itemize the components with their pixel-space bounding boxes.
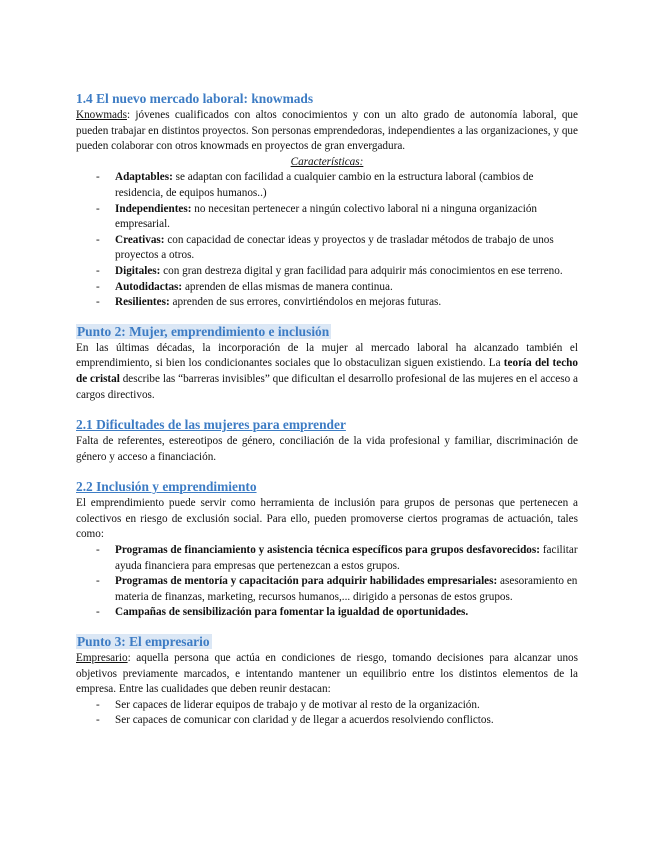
- heading-2-1: 2.1 Dificultades de las mujeres para emprender: [76, 417, 346, 433]
- definition-term: Empresario: [76, 652, 128, 665]
- heading-punto-3: Punto 3: El empresario: [77, 634, 210, 650]
- dash-bullet: -: [96, 575, 100, 588]
- list-item: - Creativas: con capacidad de conectar ideas y proyectos y de trasladar métodos de trabajo de unos proyectos a otros.: [96, 233, 554, 262]
- list-item: - Independientes: no necesitan pertenecer a ningún colectivo laboral ni a ninguna organización empresarial.: [96, 202, 538, 231]
- knowmads-definition: [76, 108, 578, 155]
- section-2-1-paragraph: Falta de referentes, estereotipos de género, conciliación de la vida profesional y familiar, discriminación de género y acceso a financiación.: [76, 435, 578, 463]
- characteristics-list: [76, 170, 578, 310]
- section-2-2-paragraph: El emprendimiento puede servir como herramienta de inclusión para grupos de personas que pertenecen a colectivos en riesgo de exclusión social. Para ello, pueden promoverse ciertos programas de actuación, tales como:: [76, 497, 578, 541]
- list-item: - Campañas de sensibilización para fomentar la igualdad de oportunidades.: [76, 605, 578, 621]
- list-item: - Ser capaces de liderar equipos de trabajo y de motivar al resto de la organización.: [76, 698, 578, 714]
- programs-list: [76, 543, 578, 621]
- definition-text: : jóvenes cualificados con altos conocimientos y con un alto grado de autonomía laboral, que pueden trabajar en distintos proyectos. Son personas emprendedoras, independientes a las organizaciones, y que pueden colaborar con otros knowmads en proyectos de gran envergadura.: [76, 109, 578, 153]
- dash-bullet: -: [96, 606, 100, 619]
- dash-bullet: -: [96, 698, 100, 711]
- dash-bullet: -: [96, 280, 100, 293]
- dash-bullet: -: [96, 233, 100, 246]
- list-item: - Programas de mentoría y capacitación para adquirir habilidades empresariales: asesoramiento en materia de finanzas, marketing, recursos humanos,... dirigido a personas de estos grupos.: [96, 575, 578, 603]
- list-item: - Adaptables: se adaptan con facilidad a cualquier cambio en la estructura laboral (cambios de residencia, de equipos humanos..): [96, 171, 534, 199]
- list-item: - Autodidactas: aprenden de ellas mismas de manera continua.: [76, 280, 578, 296]
- dash-bullet: -: [96, 264, 100, 277]
- heading-punto-2: Punto 2: Mujer, emprendimiento e inclusión: [77, 323, 330, 339]
- dash-bullet: -: [96, 202, 100, 215]
- list-item: - Programas de financiamiento y asistencia técnica específicos para grupos desfavorecidos: facilitar ayuda financiera para empresas que pertenezcan a estos grupos.: [96, 544, 578, 572]
- definition-text: : aquella persona que actúa en condiciones de riesgo, tomando decisiones para alcanzar unos objetivos previamente marcados, e intentando mantener un equilibrio entre los distintos elementos de la empresa. Entre las cualidades que deben reunir destacan:: [76, 652, 578, 696]
- list-item: - Ser capaces de comunicar con claridad y de llegar a acuerdos resolviendo conflictos.: [76, 713, 578, 729]
- qualities-list: [76, 698, 578, 729]
- dash-bullet: -: [96, 296, 100, 309]
- heading-2-2: 2.2 Inclusión y emprendimiento: [76, 479, 257, 495]
- list-item: - Resilientes: aprenden de sus errores, convirtiéndolos en mejoras futuras.: [76, 295, 578, 311]
- dash-bullet: -: [96, 714, 100, 727]
- dash-bullet: -: [96, 171, 100, 184]
- definition-term: Knowmads: [76, 109, 127, 121]
- empresario-definition: [76, 651, 578, 698]
- document-content: [76, 90, 578, 729]
- punto-2-paragraph: En las últimas décadas, la incorporación de la mujer al mercado laboral ha alcanzado también el emprendimiento, si bien los condicionantes sociales que lo obstaculizan siguen existiendo. La teoría del techo de cristal describe las “barreras invisibles” que dificultan el desarrollo profesional de las mujeres en el acceso a cargos directivos.: [76, 341, 578, 401]
- heading-knowmads: 1.4 El nuevo mercado laboral: knowmads: [76, 91, 314, 106]
- dash-bullet: -: [96, 544, 100, 557]
- list-item: - Digitales: con gran destreza digital y gran facilidad para adquirir más conocimientos en ese terreno.: [76, 264, 578, 280]
- characteristics-subheading: Características:: [290, 155, 364, 168]
